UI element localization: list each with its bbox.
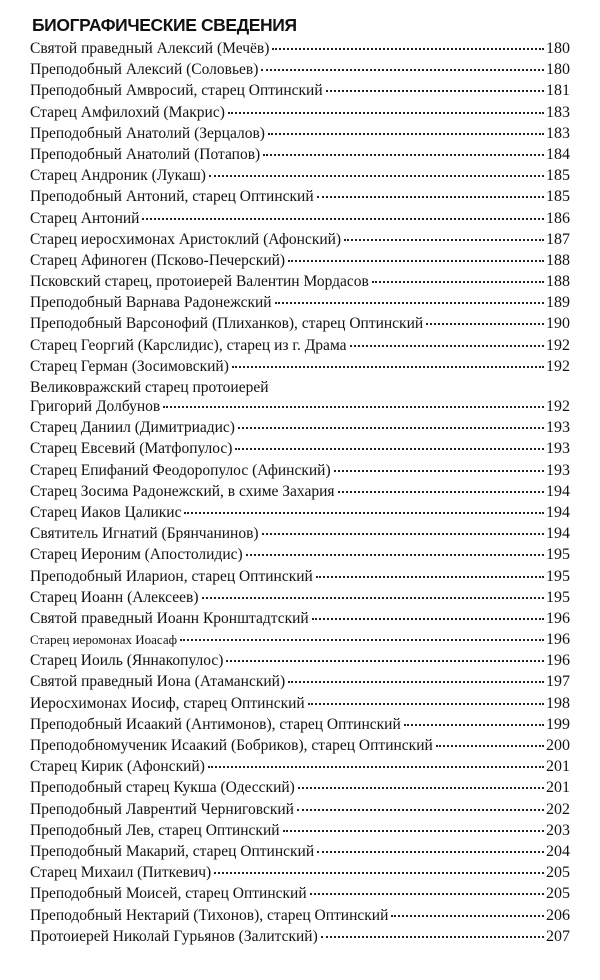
toc-page-number: 192 xyxy=(546,398,570,415)
toc-entry-title: Старец Зосима Радонежский, в схиме Захария xyxy=(30,482,335,500)
toc-page-number: 181 xyxy=(546,82,570,100)
dot-leader xyxy=(298,787,544,789)
toc-entry-title: Старец Герман (Зосимовский) xyxy=(30,357,229,375)
toc-entry xyxy=(30,928,570,949)
toc-entry-title: Святой праведный Иоанн Кронштадтский xyxy=(30,609,309,627)
toc-entry xyxy=(30,885,570,906)
dot-leader xyxy=(334,470,544,472)
dot-leader xyxy=(228,112,544,114)
toc-entry xyxy=(30,231,570,252)
toc-entry xyxy=(30,315,570,336)
dot-leader xyxy=(326,90,544,92)
table-of-contents xyxy=(30,40,570,949)
dot-leader xyxy=(261,69,544,71)
dot-leader xyxy=(317,196,544,198)
toc-entry xyxy=(30,652,570,673)
toc-entry xyxy=(30,210,570,231)
toc-entry xyxy=(30,483,570,504)
toc-entry-title: Преподобный Анатолий (Потапов) xyxy=(30,145,261,163)
toc-entry-title: Старец иеромонах Иоасаф xyxy=(30,632,178,648)
toc-entry-title: Преподобный Алексий (Соловьев) xyxy=(30,61,259,79)
toc-entry xyxy=(30,779,570,800)
toc-page-number: 205 xyxy=(546,864,570,882)
toc-entry-title: Преподобный Исаакий (Антимонов), старец Оптинский xyxy=(30,715,401,733)
dot-leader xyxy=(202,597,545,599)
dot-leader xyxy=(272,48,544,50)
dot-leader xyxy=(317,851,544,853)
toc-entry-title: Преподобный Варсонофий (Плиханков), старец Оптинский xyxy=(30,315,424,333)
toc-page-number: 195 xyxy=(546,567,570,585)
toc-page-number: 183 xyxy=(546,124,570,142)
toc-page-number: 190 xyxy=(546,315,570,333)
toc-entry-title: Преподобный Моисей, старец Оптинский xyxy=(30,885,307,903)
toc-entry xyxy=(30,40,570,61)
toc-page-number: 194 xyxy=(546,482,570,500)
toc-page-number: 188 xyxy=(546,251,570,269)
dot-leader xyxy=(235,448,544,450)
toc-page-number: 194 xyxy=(546,525,570,543)
toc-entry-title: Преподобный Лаврентий Черниговский xyxy=(30,800,294,818)
dot-leader xyxy=(209,175,544,177)
toc-entry xyxy=(30,358,570,379)
toc-entry-title: Псковский старец, протоиерей Валентин Мордасов xyxy=(30,273,369,291)
toc-entry xyxy=(30,822,570,843)
dot-leader xyxy=(344,239,544,241)
toc-page-number: 205 xyxy=(546,885,570,903)
toc-entry xyxy=(30,82,570,103)
dot-leader xyxy=(238,427,544,429)
toc-page-number: 195 xyxy=(546,546,570,564)
toc-entry xyxy=(30,716,570,737)
toc-page-number: 207 xyxy=(546,927,570,945)
toc-entry xyxy=(30,188,570,209)
toc-entry-title: Преподобномученик Исаакий (Бобриков), старец Оптинский xyxy=(30,737,433,754)
toc-entry-title: Преподобный Амвросий, старец Оптинский xyxy=(30,82,323,100)
toc-entry-title: Старец Георгий (Карслидис), старец из г. Драма xyxy=(30,336,347,354)
toc-entry-title: Старец Михаил (Питкевич) xyxy=(30,864,212,882)
toc-entry-title: Старец Евсевий (Матфопулос) xyxy=(30,440,233,458)
toc-page-number: 199 xyxy=(546,715,570,733)
dot-leader xyxy=(232,366,544,368)
toc-entry-title: Преподобный Макарий, старец Оптинский xyxy=(30,842,315,860)
dot-leader xyxy=(184,512,544,514)
toc-entry-title: Старец Епифаний Феодоропулос (Афинский) xyxy=(30,461,331,479)
toc-entry xyxy=(30,419,570,440)
toc-entry xyxy=(30,104,570,125)
toc-entry-title: Старец Иероним (Апостолидис) xyxy=(30,546,243,564)
toc-entry-title: Старец Афиноген (Псково-Печерский) xyxy=(30,251,286,269)
dot-leader xyxy=(436,745,544,747)
dot-leader xyxy=(338,491,544,493)
toc-entry-title: Святитель Игнатий (Брянчанинов) xyxy=(30,525,259,543)
dot-leader xyxy=(308,703,544,705)
toc-page-number: 192 xyxy=(546,357,570,375)
toc-entry xyxy=(30,398,570,419)
toc-page-number: 185 xyxy=(546,188,570,206)
toc-entry xyxy=(30,737,570,758)
toc-page-number: 196 xyxy=(546,652,570,670)
dot-leader xyxy=(372,281,544,283)
toc-page-number: 196 xyxy=(546,609,570,627)
toc-entry xyxy=(30,61,570,82)
toc-entry-title: Преподобный Лев, старец Оптинский xyxy=(30,821,280,839)
toc-entry xyxy=(30,167,570,188)
toc-page-number: 185 xyxy=(546,167,570,185)
toc-entry xyxy=(30,610,570,631)
toc-entry-title: Преподобный Анатолий (Зерцалов) xyxy=(30,124,265,142)
toc-entry-title: Старец Иоиль (Яннакопулос) xyxy=(30,652,224,670)
toc-page-number: 196 xyxy=(546,631,570,649)
toc-entry xyxy=(30,252,570,273)
dot-leader xyxy=(316,576,544,578)
toc-entry xyxy=(30,337,570,358)
toc-entry xyxy=(30,631,570,652)
toc-entry-title: Старец иеросхимонах Аристоклий (Афонский) xyxy=(30,230,342,248)
dot-leader xyxy=(283,830,544,832)
toc-entry-title: Святой праведный Иона (Атаманский) xyxy=(30,673,286,691)
dot-leader xyxy=(297,809,544,811)
toc-page-number: 195 xyxy=(546,588,570,606)
toc-entry-title: Преподобный старец Кукша (Одесский) xyxy=(30,779,295,797)
toc-page-number: 193 xyxy=(546,440,570,458)
toc-page-number: 193 xyxy=(546,419,570,437)
dot-leader xyxy=(391,915,544,917)
dot-leader xyxy=(226,660,544,662)
toc-page-number: 183 xyxy=(546,103,570,121)
dot-leader xyxy=(180,639,544,641)
toc-entry xyxy=(30,801,570,822)
toc-page-number: 197 xyxy=(546,673,570,691)
dot-leader xyxy=(163,406,544,408)
toc-entry-title: Преподобный Антоний, старец Оптинский xyxy=(30,188,314,206)
toc-entry xyxy=(30,146,570,167)
toc-entry-title: Святой праведный Алексий (Мечёв) xyxy=(30,40,270,57)
toc-page-number: 186 xyxy=(546,209,570,227)
dot-leader xyxy=(288,260,544,262)
toc-entry-title: Григорий Долбунов xyxy=(30,398,161,415)
toc-page-number: 201 xyxy=(546,779,570,797)
toc-entry xyxy=(30,294,570,315)
dot-leader xyxy=(263,154,544,156)
toc-entry-title: Старец Иоанн (Алексеев) xyxy=(30,588,199,606)
toc-entry xyxy=(30,758,570,779)
toc-entry-title: Преподобный Нектарий (Тихонов), старец Оптинский xyxy=(30,906,389,924)
toc-page-number: 206 xyxy=(546,906,570,924)
toc-entry xyxy=(30,440,570,461)
dot-leader xyxy=(208,766,544,768)
toc-entry xyxy=(30,504,570,525)
dot-leader xyxy=(268,133,544,135)
toc-entry xyxy=(30,673,570,694)
toc-page-number: 187 xyxy=(546,230,570,248)
toc-entry xyxy=(30,546,570,567)
toc-entry-title: Старец Андроник (Лукаш) xyxy=(30,167,206,185)
toc-page-number: 204 xyxy=(546,842,570,860)
toc-page-number: 202 xyxy=(546,800,570,818)
dot-leader xyxy=(426,323,544,325)
dot-leader xyxy=(142,218,544,220)
toc-entry-title-line: Великовражский старец протоиерей xyxy=(30,379,269,396)
dot-leader xyxy=(321,936,544,938)
dot-leader xyxy=(262,533,544,535)
toc-page-number: 184 xyxy=(546,145,570,163)
toc-entry-title: Преподобный Варнава Радонежский xyxy=(30,294,272,312)
toc-entry-title: Иеросхимонах Иосиф, старец Оптинский xyxy=(30,694,305,712)
dot-leader xyxy=(312,618,544,620)
toc-entry-title: Старец Иаков Цаликис xyxy=(30,503,182,521)
toc-page-number: 194 xyxy=(546,503,570,521)
toc-entry xyxy=(30,568,570,589)
dot-leader xyxy=(246,554,544,556)
toc-page-number: 193 xyxy=(546,461,570,479)
toc-page-number: 180 xyxy=(546,61,570,79)
toc-entry xyxy=(30,589,570,610)
section-heading: БИОГРАФИЧЕСКИЕ СВЕДЕНИЯ xyxy=(32,15,297,35)
toc-entry xyxy=(30,695,570,716)
toc-page-number: 200 xyxy=(546,737,570,754)
dot-leader xyxy=(288,681,544,683)
toc-entry-title: Протоиерей Николай Гурьянов (Залитский) xyxy=(30,927,318,945)
toc-entry-title: Старец Антоний xyxy=(30,209,140,227)
toc-entry-title: Старец Даниил (Димитриадис) xyxy=(30,419,235,437)
toc-entry-title: Старец Амфилохий (Макрис) xyxy=(30,103,225,121)
toc-entry xyxy=(30,525,570,546)
toc-page-number: 189 xyxy=(546,294,570,312)
dot-leader xyxy=(404,724,544,726)
toc-entry xyxy=(30,907,570,928)
toc-entry-title: Старец Кирик (Афонский) xyxy=(30,758,205,776)
toc-entry xyxy=(30,864,570,885)
toc-entry xyxy=(30,462,570,483)
toc-page-number: 192 xyxy=(546,336,570,354)
toc-entry xyxy=(30,125,570,146)
dot-leader xyxy=(214,872,544,874)
toc-entry xyxy=(30,273,570,294)
toc-page-number: 203 xyxy=(546,821,570,839)
toc-page-number: 201 xyxy=(546,758,570,776)
dot-leader xyxy=(350,345,544,347)
toc-entry-title: Преподобный Иларион, старец Оптинский xyxy=(30,567,313,585)
toc-page-number: 198 xyxy=(546,694,570,712)
toc-entry xyxy=(30,843,570,864)
dot-leader xyxy=(310,893,544,895)
dot-leader xyxy=(275,302,544,304)
toc-page-number: 188 xyxy=(546,273,570,291)
toc-page-number: 180 xyxy=(546,40,570,57)
